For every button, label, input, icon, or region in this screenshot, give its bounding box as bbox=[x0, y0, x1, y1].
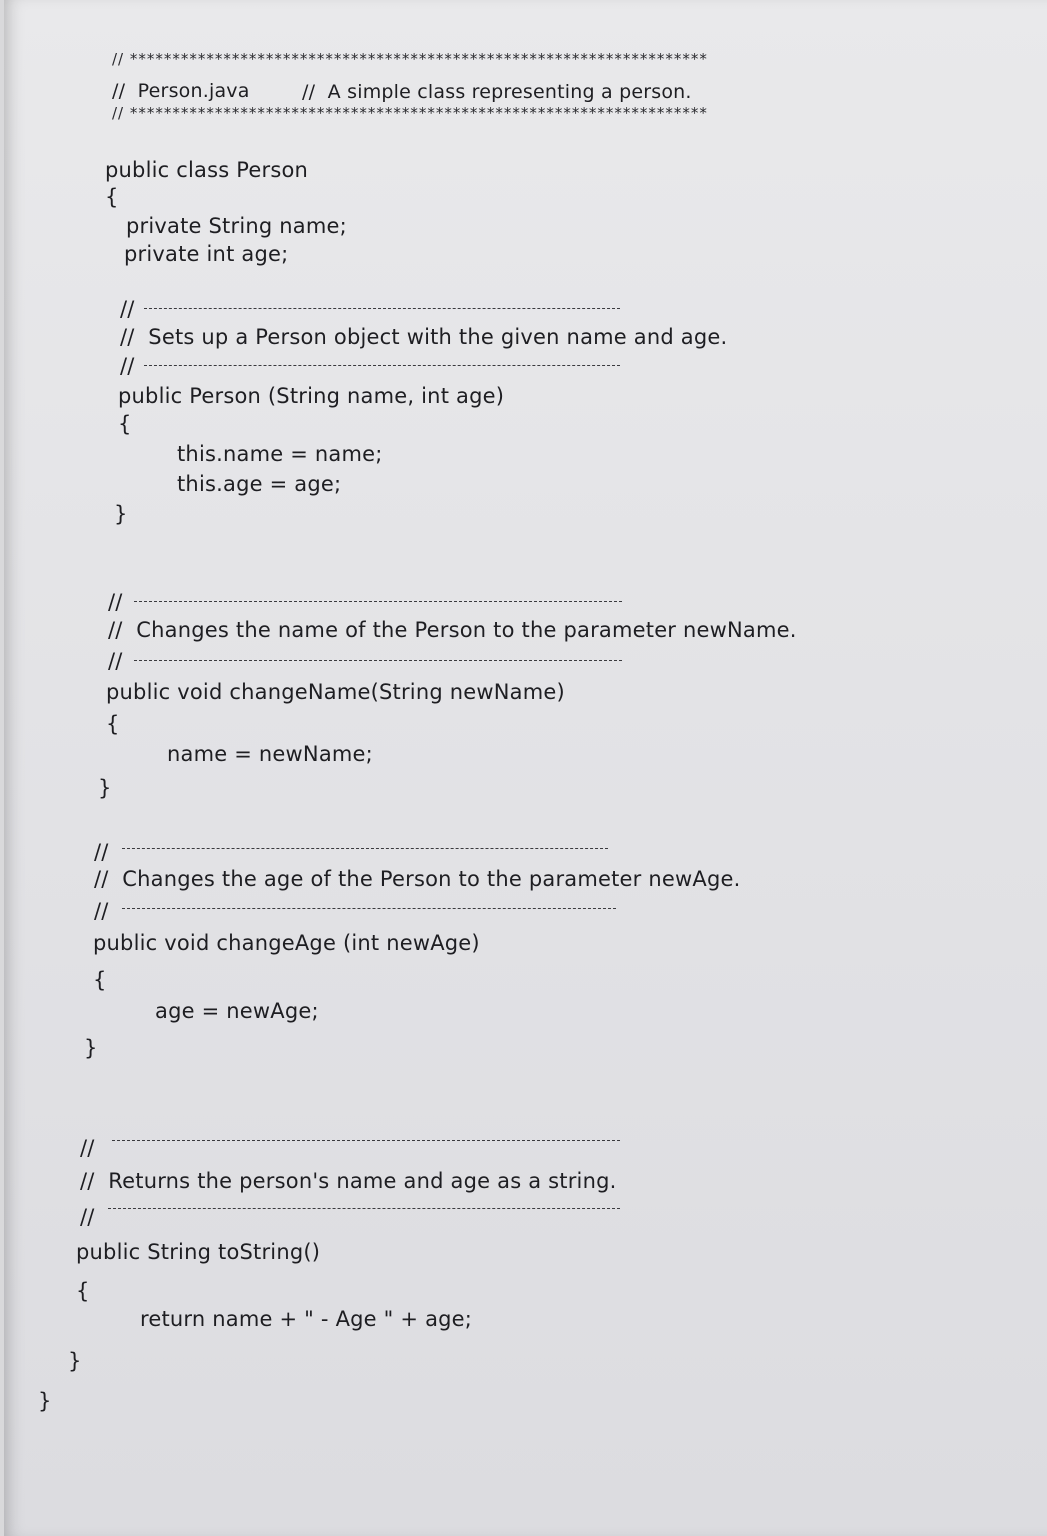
change-age-signature: public void changeAge (int newAge) bbox=[93, 931, 480, 955]
to-string-rule-top-slashes: // bbox=[80, 1136, 95, 1160]
constructor-signature: public Person (String name, int age) bbox=[118, 384, 505, 408]
header-description: // A simple class representing a person. bbox=[302, 81, 692, 103]
constructor-comment: // Sets up a Person object with the given name and age. bbox=[120, 325, 728, 349]
change-age-rule-top bbox=[122, 848, 608, 849]
class-open-brace: { bbox=[105, 185, 119, 209]
to-string-rule-bottom bbox=[108, 1208, 620, 1209]
constructor-body-line-2: this.age = age; bbox=[177, 472, 342, 496]
to-string-comment: // Returns the person's name and age as a string. bbox=[80, 1169, 617, 1193]
change-age-open-brace: { bbox=[93, 968, 107, 992]
field-name: private String name; bbox=[126, 214, 347, 238]
constructor-close-brace: } bbox=[114, 502, 128, 526]
change-name-rule-top-slashes: // bbox=[108, 590, 123, 614]
change-age-rule-top-slashes: // bbox=[94, 840, 109, 864]
header-stars-bottom: // ******************************************************************** bbox=[112, 104, 708, 122]
to-string-open-brace: { bbox=[76, 1279, 90, 1303]
change-age-close-brace: } bbox=[84, 1036, 98, 1060]
change-name-rule-top bbox=[134, 601, 622, 602]
constructor-open-brace: { bbox=[118, 412, 132, 436]
to-string-body-line: return name + " - Age " + age; bbox=[140, 1307, 473, 1331]
constructor-rule-top-slashes: // bbox=[120, 297, 135, 321]
change-name-rule-bottom bbox=[134, 660, 622, 661]
change-name-signature: public void changeName(String newName) bbox=[106, 680, 565, 704]
header-stars-top: // ******************************************************************** bbox=[112, 50, 708, 68]
change-age-comment: // Changes the age of the Person to the parameter newAge. bbox=[94, 867, 741, 891]
constructor-rule-bottom-slashes: // bbox=[120, 354, 135, 378]
to-string-close-brace: } bbox=[68, 1349, 82, 1373]
change-name-comment: // Changes the name of the Person to the parameter newName. bbox=[108, 618, 797, 642]
change-age-body-line: age = newAge; bbox=[155, 999, 319, 1023]
class-declaration: public class Person bbox=[105, 158, 309, 182]
change-name-rule-bottom-slashes: // bbox=[108, 649, 123, 673]
class-close-brace: } bbox=[38, 1389, 52, 1413]
paper-sheet bbox=[4, 0, 1047, 1536]
change-name-close-brace: } bbox=[98, 776, 112, 800]
to-string-rule-top bbox=[112, 1140, 620, 1141]
change-name-body-line: name = newName; bbox=[167, 742, 373, 766]
change-name-open-brace: { bbox=[106, 712, 120, 736]
to-string-rule-bottom-slashes: // bbox=[80, 1205, 95, 1229]
constructor-body-line-1: this.name = name; bbox=[177, 442, 383, 466]
change-age-rule-bottom bbox=[122, 908, 616, 909]
to-string-signature: public String toString() bbox=[76, 1240, 321, 1264]
field-age: private int age; bbox=[124, 242, 289, 266]
header-file-name: // Person.java bbox=[112, 80, 250, 102]
constructor-rule-top bbox=[144, 308, 620, 309]
constructor-rule-bottom bbox=[144, 365, 620, 366]
change-age-rule-bottom-slashes: // bbox=[94, 899, 109, 923]
